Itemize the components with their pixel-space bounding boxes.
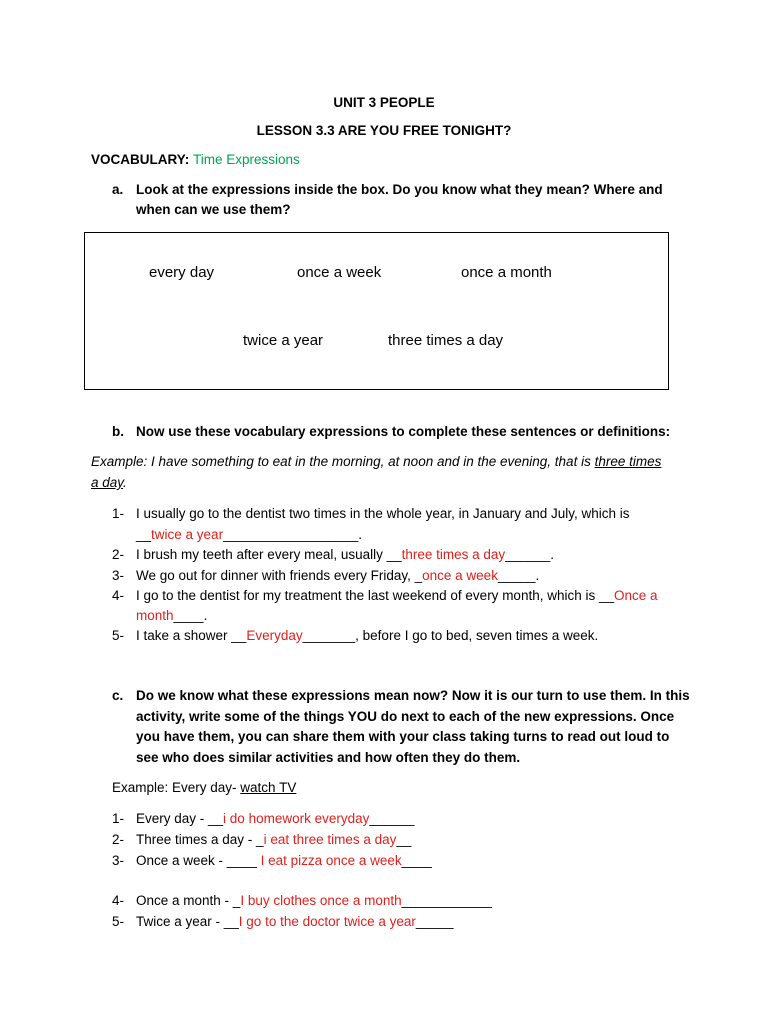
c-item-3-answer: I eat pizza once a week <box>260 853 402 868</box>
example-text: Example: I have something to eat in the morning, at noon and in the evening, that is <box>91 454 595 469</box>
section-c-line1: Do we know what these expressions mean now? Now it is our turn to use them. In this <box>136 688 690 703</box>
b-item-4-answer-part1: Once a <box>614 588 658 603</box>
section-b-letter: b. <box>112 424 124 439</box>
section-a-line2: when can we use them? <box>136 202 291 217</box>
vocabulary-heading <box>91 152 300 167</box>
b-item-5-number: 5- <box>112 628 125 643</box>
c-item-3-number: 3- <box>112 853 125 868</box>
box-word-three-times-a-day: three times a day <box>388 332 504 349</box>
section-b-example <box>91 454 661 469</box>
b-item-4-text-cont: month____. <box>136 608 208 623</box>
c-item-4-number: 4- <box>112 893 125 908</box>
b-item-4-answer-part2: month <box>136 608 174 623</box>
section-c-line3: you have them, you can share them with your class taking turns to read out loud to <box>136 729 670 744</box>
box-word-once-a-week: once a week <box>297 264 382 281</box>
b-item-3-answer: once a week <box>422 568 498 583</box>
box-word-twice-a-year: twice a year <box>243 332 324 349</box>
c-item-1-number: 1- <box>112 811 125 826</box>
unit-title: UNIT 3 PEOPLE <box>333 95 435 110</box>
b-item-5-answer: Everyday <box>246 628 303 643</box>
section-a-letter: a. <box>112 182 124 197</box>
vocabulary-topic: Time Expressions <box>193 152 300 167</box>
c-item-2-text: Three times a day - _i eat three times a day__ <box>136 832 412 847</box>
example-answer-part2: a day <box>91 475 124 490</box>
b-item-4-text: I go to the dentist for my treatment the last weekend of every month, which is __Once a <box>136 588 658 603</box>
c-item-3-text: Once a week - ____ I eat pizza once a week____ <box>136 853 432 868</box>
section-b-example-cont: a day. <box>91 475 127 490</box>
c-item-4-text: Once a month - _I buy clothes once a month____________ <box>136 893 492 908</box>
c-item-5-text: Twice a year - __I go to the doctor twice a year_____ <box>136 914 454 929</box>
section-c-example-answer: watch TV <box>240 780 297 795</box>
section-c-line2: activity, write some of the things YOU do next to each of the new expressions. Once <box>136 709 675 724</box>
b-item-1-number: 1- <box>112 506 125 521</box>
b-item-4-number: 4- <box>112 588 125 603</box>
b-item-5-text: I take a shower __Everyday_______, before I go to bed, seven times a week. <box>136 628 599 643</box>
section-c-letter: c. <box>112 688 124 703</box>
b-item-3-text: We go out for dinner with friends every Friday, _once a week_____. <box>136 568 540 583</box>
box-word-every-day: every day <box>149 264 215 281</box>
b-item-1-text: I usually go to the dentist two times in the whole year, in January and July, which is <box>136 506 630 521</box>
vocabulary-box <box>84 232 669 390</box>
c-item-2-answer: i eat three times a day <box>263 832 397 847</box>
c-item-2-number: 2- <box>112 832 125 847</box>
c-item-5-answer: I go to the doctor twice a year <box>238 914 416 929</box>
lesson-title: LESSON 3.3 ARE YOU FREE TONIGHT? <box>256 123 512 138</box>
section-c-line4: see who does similar activities and how often they do them. <box>136 750 521 765</box>
c-item-4-answer: I buy clothes once a month <box>240 893 402 908</box>
b-item-1-answer-line: __twice a year__________________. <box>136 527 362 542</box>
c-item-1-answer: i do homework everyday <box>223 811 370 826</box>
b-item-2-number: 2- <box>112 547 125 562</box>
section-c-example: Example: Every day- watch TV <box>112 780 297 795</box>
example-answer-part1: three times <box>594 454 662 469</box>
b-item-2-answer: three times a day <box>401 547 506 562</box>
b-item-3-number: 3- <box>112 568 125 583</box>
b-item-2-text: I brush my teeth after every meal, usually __three times a day______. <box>136 547 554 562</box>
c-item-1-text: Every day - __i do homework everyday______ <box>136 811 415 826</box>
section-a-line1: Look at the expressions inside the box. Do you know what they mean? Where and <box>136 182 663 197</box>
b-item-1-answer: twice a year <box>151 527 224 542</box>
section-b-instruction: Now use these vocabulary expressions to complete these sentences or definitions: <box>136 424 671 439</box>
vocabulary-label: VOCABULARY: <box>91 152 190 167</box>
box-word-once-a-month: once a month <box>461 264 552 281</box>
c-item-5-number: 5- <box>112 914 125 929</box>
